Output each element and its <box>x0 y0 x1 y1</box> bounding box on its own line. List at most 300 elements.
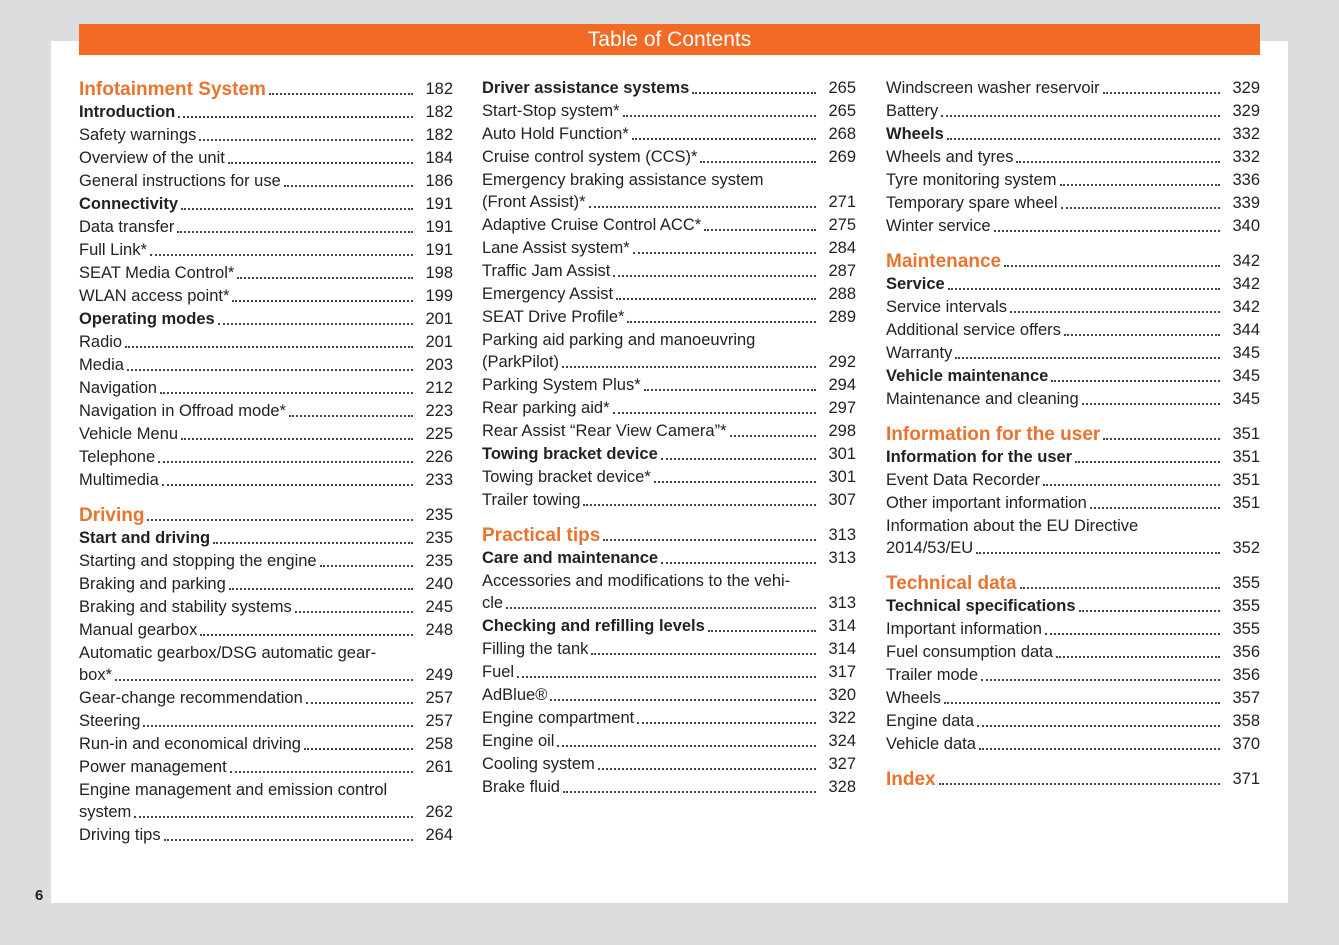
toc-item-important-information[interactable] <box>886 618 1260 641</box>
toc-item-additional-service-offers[interactable] <box>886 319 1260 342</box>
entry-row <box>79 193 453 216</box>
entry-row <box>886 595 1260 618</box>
dot-leader <box>654 481 816 483</box>
toc-item-box[interactable] <box>79 642 453 687</box>
dot-leader <box>1103 92 1220 94</box>
toc-chapter-operating-modes[interactable] <box>79 308 453 331</box>
entry-page-number: 301 <box>828 445 856 463</box>
entry-page-number: 265 <box>828 102 856 120</box>
entry-row <box>886 572 1260 595</box>
toc-item-windscreen-washer-reservoir[interactable] <box>886 77 1260 100</box>
dot-leader <box>603 539 816 541</box>
entry-label-line: Information about the EU Directive <box>886 517 1139 535</box>
entry-row <box>482 420 856 443</box>
entry-page-number: 328 <box>828 778 856 796</box>
toc-item-wlan-access-point[interactable] <box>79 285 453 308</box>
dot-leader <box>1056 656 1220 658</box>
entry-page-number: 235 <box>425 552 453 570</box>
toc-item-fuel-consumption-data[interactable] <box>886 641 1260 664</box>
entry-label: Other important information <box>886 494 1087 512</box>
entry-label: General instructions for use <box>79 172 281 190</box>
dot-leader <box>661 458 816 460</box>
entry-label: Driving tips <box>79 826 161 844</box>
entry-row <box>482 306 856 329</box>
dot-leader <box>994 230 1220 232</box>
dot-leader <box>627 321 816 323</box>
toc-item-temporary-spare-wheel[interactable] <box>886 192 1260 215</box>
toc-item-service-intervals[interactable] <box>886 296 1260 319</box>
toc-item-power-management[interactable] <box>79 756 453 779</box>
entry-label: Technical specifications <box>886 597 1076 615</box>
entry-page-number: 264 <box>425 826 453 844</box>
entry-row <box>482 684 856 707</box>
entry-label: Filling the tank <box>482 640 589 658</box>
dot-leader <box>1082 403 1220 405</box>
entry-page-number: 258 <box>425 735 453 753</box>
entry-label: Start and driving <box>79 529 211 547</box>
toc-item-cle[interactable] <box>482 570 856 615</box>
dot-leader <box>1020 587 1220 589</box>
entry-label: Radio <box>79 333 123 351</box>
entry-row <box>482 707 856 730</box>
dot-leader <box>158 461 413 463</box>
entry-label: AdBlue® <box>482 686 548 704</box>
entry-row <box>79 78 453 101</box>
toc-chapter-wheels[interactable] <box>886 123 1260 146</box>
toc-item-safety-warnings[interactable] <box>79 124 453 147</box>
toc-item-engine-data[interactable] <box>886 710 1260 733</box>
entry-label: Telephone <box>79 448 156 466</box>
entry-row <box>79 239 453 262</box>
dot-leader <box>1061 207 1221 209</box>
entry-label: Care and maintenance <box>482 549 659 567</box>
entry-row <box>79 504 453 527</box>
entry-row <box>482 283 856 306</box>
entry-page-number: 287 <box>828 262 856 280</box>
toc-item-radio[interactable] <box>79 331 453 354</box>
toc-item-wheels-and-tyres[interactable] <box>886 146 1260 169</box>
toc-item-general-instructions-for-use[interactable] <box>79 170 453 193</box>
entry-label: Multimedia <box>79 471 159 489</box>
dot-leader <box>127 369 413 371</box>
dot-leader <box>562 366 816 368</box>
toc-chapter-technical-specifications[interactable] <box>886 595 1260 618</box>
toc-section-driving[interactable] <box>79 504 453 527</box>
dot-leader <box>976 552 1220 554</box>
dot-leader <box>661 562 816 564</box>
dot-leader <box>979 748 1220 750</box>
entry-row <box>79 262 453 285</box>
entry-page-number: 313 <box>828 594 856 612</box>
toc-item-media[interactable] <box>79 354 453 377</box>
entry-page-number: 345 <box>1232 390 1260 408</box>
entry-page-number: 351 <box>1232 471 1260 489</box>
toc-chapter-vehicle-maintenance[interactable] <box>886 365 1260 388</box>
toc-item-braking-and-parking[interactable] <box>79 573 453 596</box>
toc-column-1 <box>79 78 453 847</box>
entry-row <box>886 296 1260 319</box>
entry-row <box>886 319 1260 342</box>
entry-row <box>886 733 1260 756</box>
dot-leader <box>632 138 816 140</box>
entry-page-number: 271 <box>828 193 856 211</box>
dot-leader <box>218 323 413 325</box>
dot-leader <box>704 229 816 231</box>
entry-label: Information for the user <box>886 424 1101 445</box>
entry-label: Fuel consumption data <box>886 643 1053 661</box>
entry-page-number: 225 <box>425 425 453 443</box>
dot-leader <box>200 634 413 636</box>
entry-row <box>886 641 1260 664</box>
dot-leader <box>948 288 1220 290</box>
entry-page-number: 269 <box>828 148 856 166</box>
entry-page-number: 235 <box>425 529 453 547</box>
dot-leader <box>583 504 816 506</box>
entry-page-number: 186 <box>425 172 453 190</box>
dot-leader <box>320 565 413 567</box>
toc-chapter-towing-bracket-device[interactable] <box>482 443 856 466</box>
dot-leader <box>1043 484 1220 486</box>
entry-row <box>886 492 1260 515</box>
entry-label: Run-in and economical driving <box>79 735 301 753</box>
dot-leader <box>269 93 413 95</box>
toc-chapter-introduction[interactable] <box>79 101 453 124</box>
dot-leader <box>199 139 413 141</box>
entry-label: Driving <box>79 505 145 526</box>
entry-page-number: 332 <box>1232 148 1260 166</box>
dot-leader <box>944 702 1220 704</box>
entry-row <box>886 123 1260 146</box>
entry-page-number: 313 <box>828 549 856 567</box>
toc-item-vehicle-menu[interactable] <box>79 423 453 446</box>
entry-label: cle <box>482 594 504 612</box>
entry-page-number: 329 <box>1232 79 1260 97</box>
toc-section-technical-data[interactable] <box>886 572 1260 595</box>
entry-page-number: 292 <box>828 353 856 371</box>
toc-section-infotainment-system[interactable] <box>79 78 453 101</box>
toc-item-full-link[interactable] <box>79 239 453 262</box>
toc-item-braking-and-stability-systems[interactable] <box>79 596 453 619</box>
entry-label: system <box>79 803 132 821</box>
entry-label-line: Automatic gearbox/DSG automatic gear- <box>79 644 377 662</box>
toc-section-index[interactable] <box>886 768 1260 791</box>
page-number: 6 <box>35 887 44 904</box>
dot-leader <box>1010 311 1220 313</box>
toc-item-other-important-information[interactable] <box>886 492 1260 515</box>
toc-item-winter-service[interactable] <box>886 215 1260 238</box>
entry-page-number: 355 <box>1232 620 1260 638</box>
entry-page-number: 199 <box>425 287 453 305</box>
toc-item-rear-assist-rear-view-camera[interactable] <box>482 420 856 443</box>
dot-leader <box>730 435 816 437</box>
entry-row <box>79 824 453 847</box>
toc-item-warranty[interactable] <box>886 342 1260 365</box>
entry-page-number: 358 <box>1232 712 1260 730</box>
dot-leader <box>147 519 413 521</box>
toc-chapter-care-and-maintenance[interactable] <box>482 547 856 570</box>
dot-leader <box>939 783 1220 785</box>
entry-row <box>886 537 1260 560</box>
toc-item-telephone[interactable] <box>79 446 453 469</box>
entry-row <box>79 710 453 733</box>
toc-item-emergency-assist[interactable] <box>482 283 856 306</box>
entry-label: Wheels and tyres <box>886 148 1014 166</box>
toc-item-2014-53-eu[interactable] <box>886 515 1260 560</box>
dot-leader <box>692 92 816 94</box>
toc-item-adaptive-cruise-control-acc[interactable] <box>482 214 856 237</box>
entry-label: Traffic Jam Assist <box>482 262 611 280</box>
entry-page-number: 327 <box>828 755 856 773</box>
toc-chapter-connectivity[interactable] <box>79 193 453 216</box>
entry-row <box>79 573 453 596</box>
dot-leader <box>941 115 1220 117</box>
toc-item-brake-fluid[interactable] <box>482 776 856 799</box>
toc-section-maintenance[interactable] <box>886 250 1260 273</box>
dot-leader <box>598 768 816 770</box>
toc-item-navigation-in-offroad-mode[interactable] <box>79 400 453 423</box>
entry-row <box>482 146 856 169</box>
toc-item-gear-change-recommendation[interactable] <box>79 687 453 710</box>
dot-leader <box>162 484 413 486</box>
entry-label: Technical data <box>886 573 1017 594</box>
toc-item-wheels[interactable] <box>886 687 1260 710</box>
entry-row <box>79 331 453 354</box>
toc-item-tyre-monitoring-system[interactable] <box>886 169 1260 192</box>
dot-leader <box>284 185 413 187</box>
entry-label: Engine oil <box>482 732 555 750</box>
toc-item-maintenance-and-cleaning[interactable] <box>886 388 1260 411</box>
toc-item-fuel[interactable] <box>482 661 856 684</box>
entry-row <box>79 101 453 124</box>
toc-item-navigation[interactable] <box>79 377 453 400</box>
toc-item-manual-gearbox[interactable] <box>79 619 453 642</box>
entry-row <box>482 100 856 123</box>
entry-label: Brake fluid <box>482 778 560 796</box>
entry-page-number: 329 <box>1232 102 1260 120</box>
toc-item-event-data-recorder[interactable] <box>886 469 1260 492</box>
entry-label: Introduction <box>79 103 176 121</box>
toc-item-vehicle-data[interactable] <box>886 733 1260 756</box>
entry-label: Start-Stop system* <box>482 102 620 120</box>
toc-chapter-start-and-driving[interactable] <box>79 527 453 550</box>
toc-item-multimedia[interactable] <box>79 469 453 492</box>
entry-label: Emergency Assist <box>482 285 614 303</box>
entry-row <box>482 547 856 570</box>
toc-item-overview-of-the-unit[interactable] <box>79 147 453 170</box>
entry-page-number: 233 <box>425 471 453 489</box>
entry-label: Important information <box>886 620 1042 638</box>
toc-item-traffic-jam-assist[interactable] <box>482 260 856 283</box>
toc-section-information-for-the-user[interactable] <box>886 423 1260 446</box>
entry-label: (Front Assist)* <box>482 193 586 211</box>
entry-label: Connectivity <box>79 195 179 213</box>
entry-label: Engine data <box>886 712 975 730</box>
entry-page-number: 240 <box>425 575 453 593</box>
entry-page-number: 268 <box>828 125 856 143</box>
toc-item-engine-compartment[interactable] <box>482 707 856 730</box>
dot-leader <box>181 438 413 440</box>
toc-item-rear-parking-aid[interactable] <box>482 397 856 420</box>
toc-item-seat-media-control[interactable] <box>79 262 453 285</box>
toc-chapter-checking-and-refilling-levels[interactable] <box>482 615 856 638</box>
dot-leader <box>304 748 413 750</box>
entry-row <box>886 215 1260 238</box>
toc-item-cooling-system[interactable] <box>482 753 856 776</box>
toc-item-lane-assist-system[interactable] <box>482 237 856 260</box>
dot-leader <box>229 588 413 590</box>
entry-page-number: 257 <box>425 712 453 730</box>
entry-label: Information for the user <box>886 448 1073 466</box>
entry-row <box>79 400 453 423</box>
entry-label: Winter service <box>886 217 991 235</box>
entry-page-number: 336 <box>1232 171 1260 189</box>
entry-page-number: 201 <box>425 310 453 328</box>
entry-page-number: 345 <box>1232 344 1260 362</box>
entry-label: Battery <box>886 102 939 120</box>
entry-row <box>482 374 856 397</box>
entry-label: Maintenance <box>886 251 1002 272</box>
entry-page-number: 301 <box>828 468 856 486</box>
entry-label: SEAT Drive Profile* <box>482 308 625 326</box>
entry-label: Fuel <box>482 663 515 681</box>
entry-row <box>79 733 453 756</box>
entry-page-number: 355 <box>1232 574 1260 592</box>
entry-label: Parking System Plus* <box>482 376 641 394</box>
entry-page-number: 191 <box>425 195 453 213</box>
entry-row <box>482 123 856 146</box>
toc-chapter-information-for-the-user[interactable] <box>886 446 1260 469</box>
entry-page-number: 324 <box>828 732 856 750</box>
toc-column-2 <box>482 77 856 799</box>
entry-page-number: 314 <box>828 640 856 658</box>
toc-chapter-service[interactable] <box>886 273 1260 296</box>
toc-item-towing-bracket-device[interactable] <box>482 466 856 489</box>
toc-item-engine-oil[interactable] <box>482 730 856 753</box>
entry-page-number: 257 <box>425 689 453 707</box>
toc-item-seat-drive-profile[interactable] <box>482 306 856 329</box>
entry-page-number: 332 <box>1232 125 1260 143</box>
toc-item-starting-and-stopping-the-engine[interactable] <box>79 550 453 573</box>
entry-label: Wheels <box>886 689 942 707</box>
toc-item-run-in-and-economical-driving[interactable] <box>79 733 453 756</box>
dot-leader <box>550 699 816 701</box>
entry-label: Rear Assist “Rear View Camera”* <box>482 422 727 440</box>
dot-leader <box>1004 265 1220 267</box>
entry-page-number: 351 <box>1232 448 1260 466</box>
entry-page-number: 355 <box>1232 597 1260 615</box>
entry-label: Braking and stability systems <box>79 598 292 616</box>
dot-leader <box>589 206 816 208</box>
entry-page-number: 298 <box>828 422 856 440</box>
entry-label: Trailer towing <box>482 491 581 509</box>
entry-page-number: 249 <box>425 666 453 684</box>
entry-page-number: 226 <box>425 448 453 466</box>
entry-row <box>482 615 856 638</box>
dot-leader <box>306 702 413 704</box>
entry-page-number: 245 <box>425 598 453 616</box>
entry-page-number: 322 <box>828 709 856 727</box>
entry-page-number: 261 <box>425 758 453 776</box>
entry-label: Starting and stopping the engine <box>79 552 317 570</box>
dot-leader <box>115 679 413 681</box>
dot-leader <box>563 791 816 793</box>
entry-page-number: 182 <box>425 80 453 98</box>
entry-row <box>886 768 1260 791</box>
entry-row <box>886 192 1260 215</box>
entry-row <box>79 216 453 239</box>
toc-item-auto-hold-function[interactable] <box>482 123 856 146</box>
entry-row <box>482 191 856 214</box>
toc-item-data-transfer[interactable] <box>79 216 453 239</box>
entry-label: Engine compartment <box>482 709 635 727</box>
toc-item-system[interactable] <box>79 779 453 824</box>
entry-label: Auto Hold Function* <box>482 125 629 143</box>
entry-page-number: 248 <box>425 621 453 639</box>
entry-row <box>482 77 856 100</box>
entry-label: Checking and refilling levels <box>482 617 705 635</box>
toc-column-3 <box>886 77 1260 791</box>
entry-label-line: Parking aid parking and manoeuvring <box>482 331 756 349</box>
entry-row <box>79 124 453 147</box>
dot-leader <box>1016 161 1220 163</box>
page-title: Table of Contents <box>79 24 1260 55</box>
toc-item-start-stop-system[interactable] <box>482 100 856 123</box>
entry-row <box>482 466 856 489</box>
toc-item-adblue[interactable] <box>482 684 856 707</box>
toc-section-practical-tips[interactable] <box>482 524 856 547</box>
toc-item-parkpilot[interactable] <box>482 329 856 374</box>
toc-item-cruise-control-system-ccs[interactable] <box>482 146 856 169</box>
entry-row <box>79 147 453 170</box>
dot-leader <box>213 542 413 544</box>
toc-item-filling-the-tank[interactable] <box>482 638 856 661</box>
toc-item-front-assist[interactable] <box>482 169 856 214</box>
entry-label: Full Link* <box>79 241 147 259</box>
entry-page-number: 191 <box>425 218 453 236</box>
entry-page-number: 262 <box>425 803 453 821</box>
dot-leader <box>181 208 413 210</box>
dot-leader <box>237 277 413 279</box>
entry-row <box>79 687 453 710</box>
entry-page-number: 320 <box>828 686 856 704</box>
toc-item-steering[interactable] <box>79 710 453 733</box>
toc-item-trailer-mode[interactable] <box>886 664 1260 687</box>
entry-label: Braking and parking <box>79 575 226 593</box>
entry-row <box>79 285 453 308</box>
entry-label: Additional service offers <box>886 321 1061 339</box>
entry-label: Temporary spare wheel <box>886 194 1058 212</box>
toc-item-driving-tips[interactable] <box>79 824 453 847</box>
entry-label: Safety warnings <box>79 126 197 144</box>
entry-page-number: 351 <box>1232 425 1260 443</box>
toc-item-trailer-towing[interactable] <box>482 489 856 512</box>
dot-leader <box>1079 610 1220 612</box>
entry-label: Towing bracket device* <box>482 468 651 486</box>
entry-row <box>79 527 453 550</box>
toc-item-battery[interactable] <box>886 100 1260 123</box>
entry-label: (ParkPilot) <box>482 353 560 371</box>
dot-leader <box>125 346 413 348</box>
entry-page-number: 294 <box>828 376 856 394</box>
dot-leader <box>228 162 413 164</box>
entry-row <box>886 273 1260 296</box>
entry-label: Towing bracket device <box>482 445 658 463</box>
toc-chapter-driver-assistance-systems[interactable] <box>482 77 856 100</box>
entry-row <box>886 388 1260 411</box>
toc-item-parking-system-plus[interactable] <box>482 374 856 397</box>
dot-leader <box>557 745 816 747</box>
dot-leader <box>616 298 816 300</box>
